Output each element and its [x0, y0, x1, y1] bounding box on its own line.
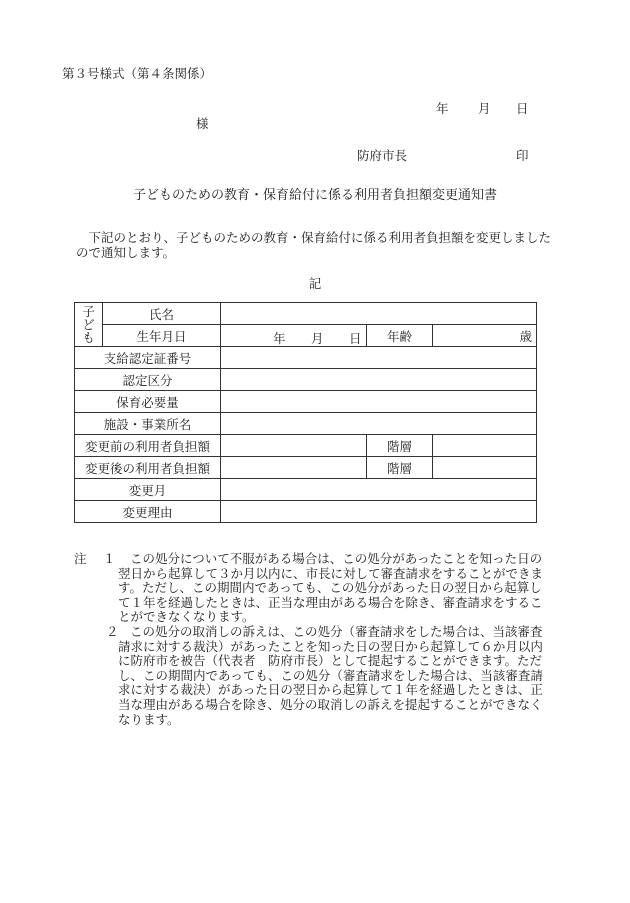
change-month-value [221, 479, 537, 501]
ki-heading: 記 [308, 276, 322, 291]
table-row [75, 369, 537, 391]
document-title: 子どものための教育・保育給付に係る利用者負担額変更通知書 [132, 188, 497, 203]
certificate-number-value [221, 347, 537, 369]
change-reason-label: 変更理由 [75, 501, 221, 523]
table-row [75, 347, 537, 369]
after-tier-label: 階層 [367, 457, 433, 479]
change-reason-value [221, 501, 537, 523]
note-1 [74, 552, 550, 625]
before-tier-label: 階層 [367, 435, 433, 457]
after-fee-value [221, 457, 367, 479]
birth-month-unit: 月 [311, 331, 324, 346]
table-row [75, 325, 537, 347]
table-row [75, 303, 537, 325]
care-amount-value [221, 391, 537, 413]
note-2 [74, 625, 550, 727]
name-value [221, 303, 537, 325]
issuer: 防府市長 [357, 148, 408, 163]
before-fee-label: 変更前の利用者負担額 [75, 435, 221, 457]
category-label: 認定区分 [75, 369, 221, 391]
table-row [75, 479, 537, 501]
intro-paragraph: 下記のとおり、子どものための教育・保育給付に係る利用者負担額を変更しましたので通知します。 [76, 230, 552, 260]
form-number: 第３号様式（第４条関係） [62, 66, 213, 81]
info-table [74, 302, 537, 523]
before-tier-value [433, 435, 537, 457]
table-row [75, 435, 537, 457]
name-label: 氏名 [103, 303, 221, 325]
before-fee-value [221, 435, 367, 457]
notes-label: 注 [74, 551, 87, 566]
category-value [221, 369, 537, 391]
note-text: この処分の取消しの訴えは、この処分（審査請求をした場合は、当該審査請求に対する裁決）があったことを知った日の翌日から起算して６か月以内に防府市を被告（代表者 防府市長）として提起することができます。ただし、この期間内であっても、この処分（審査請求をした場合は、当該審査請求に対する裁決）があった日の翌日から起算して１年を経過したときは、正当な理由がある場合を除き、処分の取消しの訴えを提起することができなくなります。 [118, 623, 543, 727]
table-row [75, 457, 537, 479]
note-number: １ [103, 551, 116, 566]
care-amount-label: 保育必要量 [75, 391, 221, 413]
table-row [75, 391, 537, 413]
birth-year-unit: 年 [273, 331, 286, 346]
addressee-suffix: 様 [196, 116, 209, 131]
after-tier-value [433, 457, 537, 479]
note-number: ２ [106, 623, 119, 639]
age-label: 年齢 [367, 325, 433, 347]
birthdate-label: 生年月日 [103, 325, 221, 347]
change-month-label: 変更月 [75, 479, 221, 501]
child-group-label: 子ども [75, 303, 103, 347]
birthdate-value [221, 325, 367, 347]
seal-mark: 印 [516, 148, 529, 163]
age-value: 歳 [433, 325, 537, 347]
after-fee-label: 変更後の利用者負担額 [75, 457, 221, 479]
facility-label: 施設・事業所名 [75, 413, 221, 435]
table-row [75, 413, 537, 435]
certificate-number-label: 支給認定証番号 [75, 347, 221, 369]
note-text: この処分について不服がある場合は、この処分があったことを知った日の翌日から起算して３か月以内に、市長に対して審査請求をすることができます。ただし、この期間内であっても、この処分があった日の翌日から起算して１年を経過したときは、正当な理由がある場合を除き、審査請求をすることができなくなります。 [118, 551, 544, 625]
facility-value [221, 413, 537, 435]
notes-section [74, 552, 550, 727]
table-row [75, 501, 537, 523]
birth-day-unit: 日 [349, 331, 362, 346]
